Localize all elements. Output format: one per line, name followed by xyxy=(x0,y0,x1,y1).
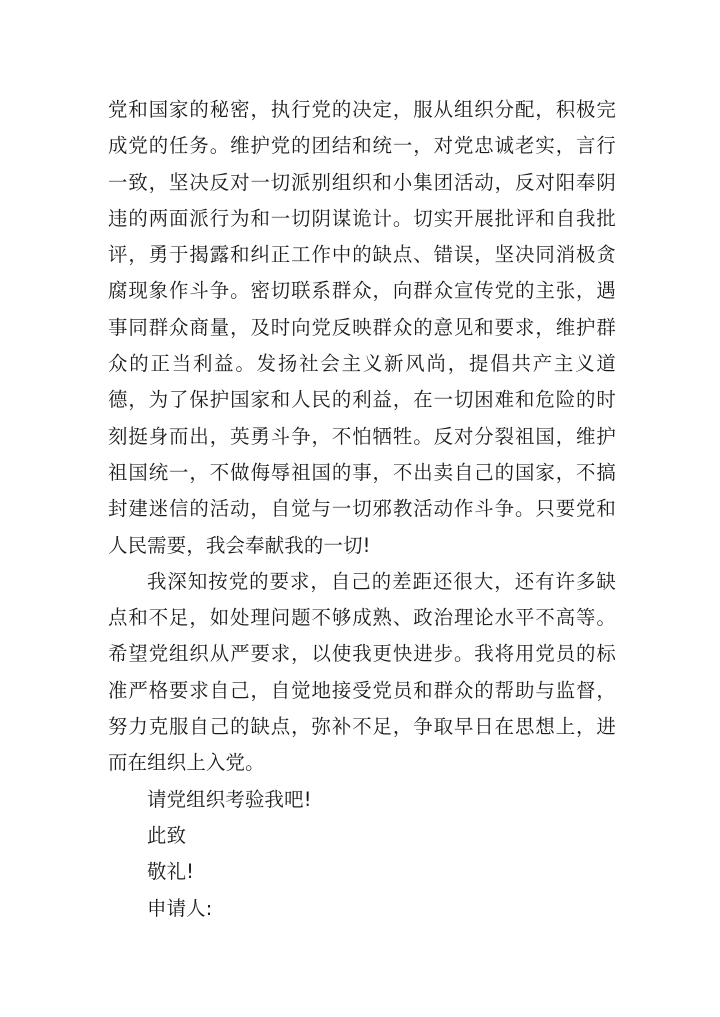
closing-request: 请党组织考验我吧! xyxy=(147,787,312,811)
paragraph-self-assessment: 我深知按党的要求，自己的差距还很大，还有许多缺点和不足，如处理问题不够成熟、政治理论水平不高等。希望党组织从严要求，以使我更快进步。我将用党员的标准严格要求自己，自觉地接受党员和群众的帮助与监督，努力克服自己的缺点，弥补不足，争取早日在思想上，进而在组织上入党。 xyxy=(108,569,616,775)
paragraph-continued-duties: 党和国家的秘密，执行党的决定，服从组织分配，积极完成党的任务。维护党的团结和统一，对党忠诚老实，言行一致，坚决反对一切派别组织和小集团活动，反对阳奉阴违的两面派行为和一切阴谋诡计。切实开展批评和自我批评，勇于揭露和纠正工作中的缺点、错误，坚决同消极贪腐现象作斗争。密切联系群众，向群众宣传党的主张，遇事同群众商量，及时向党反映群众的意见和要求，维护群众的正当利益。发扬社会主义新风尚，提倡共产主义道德，为了保护国家和人民的利益，在一切困难和危险的时刻挺身而出，英勇斗争，不怕牺牲。反对分裂祖国，维护祖国统一，不做侮辱祖国的事，不出卖自己的国家，不搞封建迷信的活动，自觉与一切邪教活动作斗争。只要党和人民需要，我会奉献我的一切! xyxy=(108,98,616,557)
applicant-signature-label: 申请人: xyxy=(147,896,213,920)
closing-salutation-jingli: 敬礼! xyxy=(147,860,195,884)
document-body xyxy=(108,92,616,927)
closing-salutation-cizhi: 此致 xyxy=(147,823,187,847)
